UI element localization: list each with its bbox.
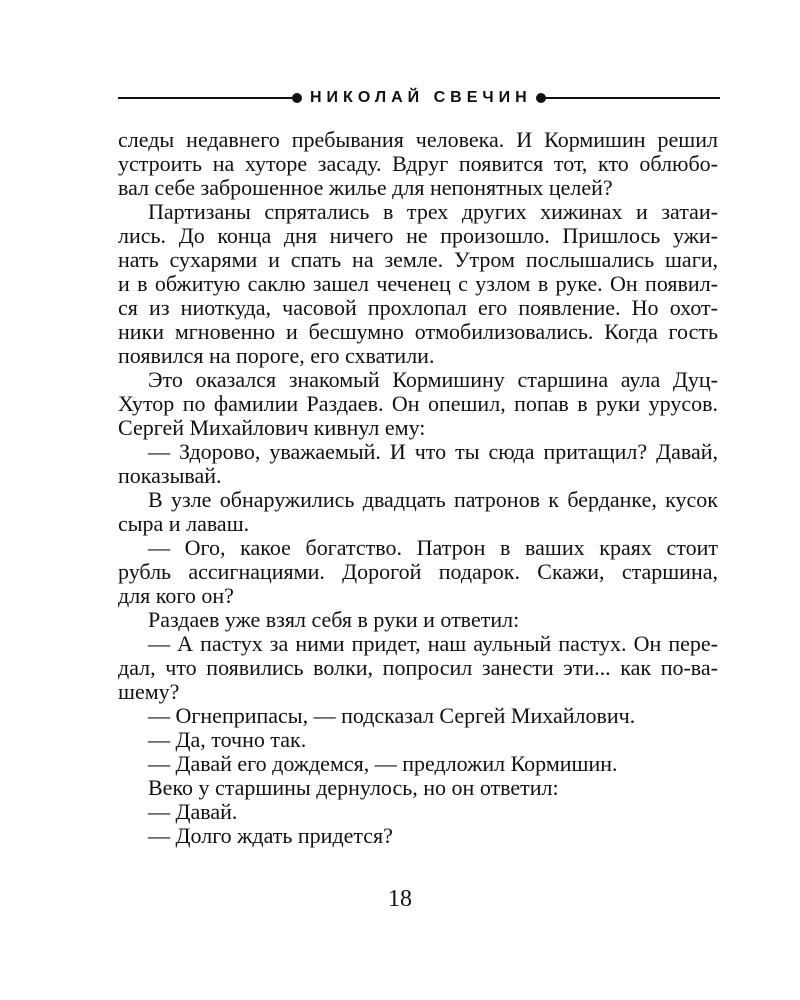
text-line: устроить на хуторе засаду. Вдруг появится тот, кто облюбо- bbox=[118, 151, 718, 176]
text-line: — Огнеприпасы, — подсказал Сергей Михайлович. bbox=[148, 703, 636, 728]
text-line: показывай. bbox=[118, 463, 222, 488]
text-line: — Давай. bbox=[148, 799, 238, 824]
text-line: лись. До конца дня ничего не произошло. Пришлось ужи- bbox=[118, 223, 718, 248]
text-line: — Здорово, уважаемый. И что ты сюда притащил? Давай, bbox=[148, 439, 718, 464]
running-header bbox=[118, 86, 720, 110]
text-line: Хутор по фамилии Раздаев. Он опешил, попав в руки урусов. bbox=[118, 391, 718, 416]
text-line: и в обжитую саклю зашел чеченец с узлом в руке. Он появил- bbox=[118, 271, 718, 296]
text-line: дал, что появились волки, попросил занести эти... как по-ва- bbox=[118, 655, 718, 680]
text-line: — Давай его дождемся, — предложил Кормишин. bbox=[148, 751, 618, 776]
text-line: рубль ассигнациями. Дорогой подарок. Скажи, старшина, bbox=[118, 559, 718, 584]
page-number: 18 bbox=[388, 886, 412, 912]
header-rule-right bbox=[542, 97, 720, 99]
text-line: следы недавнего пребывания человека. И Кормишин решил bbox=[118, 127, 718, 152]
text-line: шему? bbox=[118, 679, 180, 704]
body-text bbox=[118, 128, 718, 848]
text-line: Веко у старшины дернулось, но он ответил: bbox=[148, 775, 559, 800]
text-line: — А пастух за ними придет, наш аульный пастух. Он пере- bbox=[148, 631, 718, 656]
running-head-author: НИКОЛАЙ СВЕЧИН bbox=[310, 89, 532, 106]
text-line: ники мгновенно и бесшумно отмобилизовались. Когда гость bbox=[118, 319, 718, 344]
text-line: В узле обнаружились двадцать патронов к берданке, кусок bbox=[148, 487, 718, 512]
text-line: Партизаны спрятались в трех других хижинах и затаи- bbox=[148, 199, 718, 224]
header-rule-left bbox=[118, 97, 294, 99]
text-line: вал себе заброшенное жилье для непонятных целей? bbox=[118, 175, 613, 200]
text-line: нать сухарями и спать на земле. Утром послышались шаги, bbox=[118, 247, 718, 272]
text-line: — Ого, какое богатство. Патрон в ваших краях стоит bbox=[148, 535, 718, 560]
header-bullet-left bbox=[292, 93, 302, 103]
text-line: — Долго ждать придется? bbox=[148, 823, 393, 848]
text-line: появился на пороге, его схватили. bbox=[118, 343, 435, 368]
text-line: — Да, точно так. bbox=[148, 727, 307, 752]
text-line: Это оказался знакомый Кормишину старшина аула Дуц- bbox=[148, 367, 718, 392]
text-line: Сергей Михайлович кивнул ему: bbox=[118, 415, 426, 440]
text-line: для кого он? bbox=[118, 583, 234, 608]
text-line: ся из ниоткуда, часовой прохлопал его появление. Но охот- bbox=[118, 295, 718, 320]
text-line: Раздаев уже взял себя в руки и ответил: bbox=[148, 607, 520, 632]
text-line: сыра и лаваш. bbox=[118, 511, 250, 536]
